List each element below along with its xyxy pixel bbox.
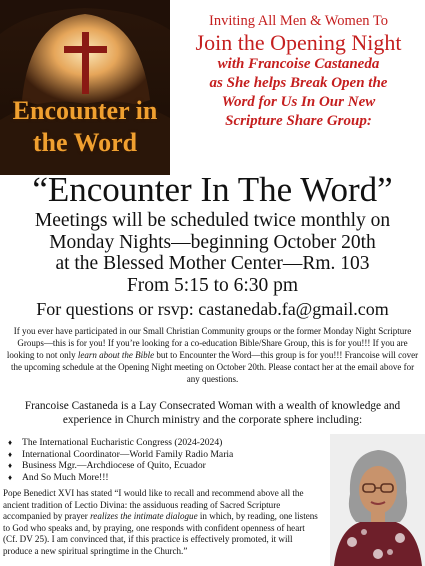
quote-text: Pope Benedict XVI has stated “I would like to recall and recommend above all the ancient tradition of Lectio Divina: the assiduous reading of Sacred Scripture accompanied by prayer [3,488,304,522]
meeting-details [0,210,425,296]
quote-text: in which, by reading, one listens to God who speaks and, by praying, one responds with confident openness of heart (Cf. DV 25). I am convinced that, if this practice is effectively promoted, it will produce a new spiritual springtime in the Church.” [3,511,318,556]
invite-line: as She helps Break Open the [209,75,388,91]
list-item: ♦ The International Eucharistic Congress (2024-2024) [8,437,328,449]
pope-quote [3,488,321,558]
page-title: “Encounter In The Word” [32,170,393,209]
paragraph-text: If you ever have participated in our Small Christian Community groups or the former Monday Night Scripture Groups—this is for you! If you’re looking for a co-education Bible/Share Group, this is for you!!! If you are looking to not only [6,326,412,360]
invite-line: Word for Us In Our New [221,94,376,110]
hero-title-line2: the Word [32,128,138,157]
details-line: From 5:15 to 6:30 pm [126,274,299,296]
list-item: ♦ International Coordinator—World Family Radio Maria [8,449,328,461]
invite-heading: Join the Opening Night [195,30,402,55]
speaker-bio: Francoise Castaneda is a Lay Consecrated Woman with a wealth of knowledge and experience in Church ministry and the corporate sphere including: [24,400,401,426]
paragraph-emphasis: learn about the Bible [77,350,155,360]
list-item: ♦ And So Much More!!! [8,472,328,484]
details-line: Meetings will be scheduled twice monthly on [34,210,391,231]
hero-title-line1: Encounter in [12,96,158,125]
invitation-block [172,12,425,131]
quote-emphasis: realizes the intimate dialogue [90,511,198,522]
details-line: at the Blessed Mother Center—Rm. 103 [55,253,370,274]
invite-line: Scripture Share Group: [225,113,372,129]
details-line: Monday Nights—beginning October 20th [49,231,376,253]
intro-paragraph [4,325,421,385]
list-item: ♦ Business Mgr.—Archdiocese of Quito, Ecuador [8,460,328,472]
portrait-illustration [330,434,425,566]
paragraph-text: but to Encounter the Word—this group is for you!!! Francoise will cover the upcoming schedule at the Opening Night meeting on October 20th. Please contact her at the email above for any questions. [10,350,419,384]
invite-line: Inviting All Men & Women To [209,13,388,29]
credentials-list [8,437,328,483]
speaker-photo [330,434,425,566]
contact-line: For questions or rsvp: castanedab.fa@gmail.com [36,299,389,319]
cross-icon [82,32,89,94]
invite-line: with Francoise Castaneda [217,56,380,72]
hero-image [0,0,170,175]
